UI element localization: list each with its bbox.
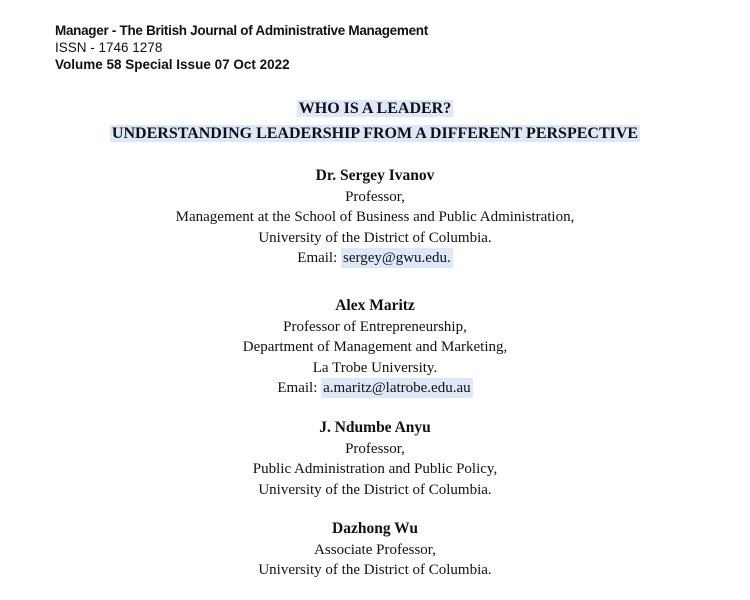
author-email-link[interactable]: sergey@gwu.edu. xyxy=(343,250,451,266)
author-name: Dazhong Wu xyxy=(332,520,418,537)
author-block-wu xyxy=(0,519,750,581)
author-affiliation-line: Management at the School of Business and Public Administration, xyxy=(175,209,575,225)
author-email-label: Email: xyxy=(277,380,318,396)
author-affiliation-line: Professor, xyxy=(345,440,405,457)
author-name: Alex Maritz xyxy=(335,297,415,314)
author-affiliation-line: Professor, xyxy=(345,188,405,205)
paper-title-line-2[interactable]: UNDERSTANDING LEADERSHIP FROM A DIFFERENT PERSPECTIVE xyxy=(111,125,639,142)
author-affiliation-line: Public Administration and Public Policy, xyxy=(252,461,498,477)
author-block-maritz xyxy=(0,296,750,399)
journal-header xyxy=(55,22,428,73)
author-block-anyu xyxy=(0,418,750,500)
author-affiliation-line: Associate Professor, xyxy=(314,541,436,558)
author-affiliation-line: Professor of Entrepreneurship, xyxy=(283,318,467,335)
author-name: J. Ndumbe Anyu xyxy=(319,419,431,436)
author-affiliation-line: University of the District of Columbia. xyxy=(258,562,492,578)
author-email-label: Email: xyxy=(297,250,338,266)
author-affiliation-line: Department of Management and Marketing, xyxy=(242,339,508,355)
author-email-link[interactable]: a.maritz@latrobe.edu.au xyxy=(323,380,471,396)
author-affiliation-line: University of the District of Columbia. xyxy=(258,229,492,246)
paper-title-line-1[interactable]: WHO IS A LEADER? xyxy=(298,100,452,117)
author-affiliation-line: La Trobe University. xyxy=(312,359,438,376)
journal-name: Manager - The British Journal of Administrative Management xyxy=(55,23,428,38)
journal-volume: Volume 58 Special Issue 07 Oct 2022 xyxy=(55,57,290,72)
journal-issn: ISSN - 1746 1278 xyxy=(55,40,163,55)
author-name: Dr. Sergey Ivanov xyxy=(315,167,435,184)
author-affiliation-line: University of the District of Columbia. xyxy=(258,481,492,498)
author-email-row xyxy=(0,378,750,399)
author-email-row xyxy=(0,248,750,269)
author-block-ivanov xyxy=(0,166,750,269)
paper-title xyxy=(0,96,750,146)
